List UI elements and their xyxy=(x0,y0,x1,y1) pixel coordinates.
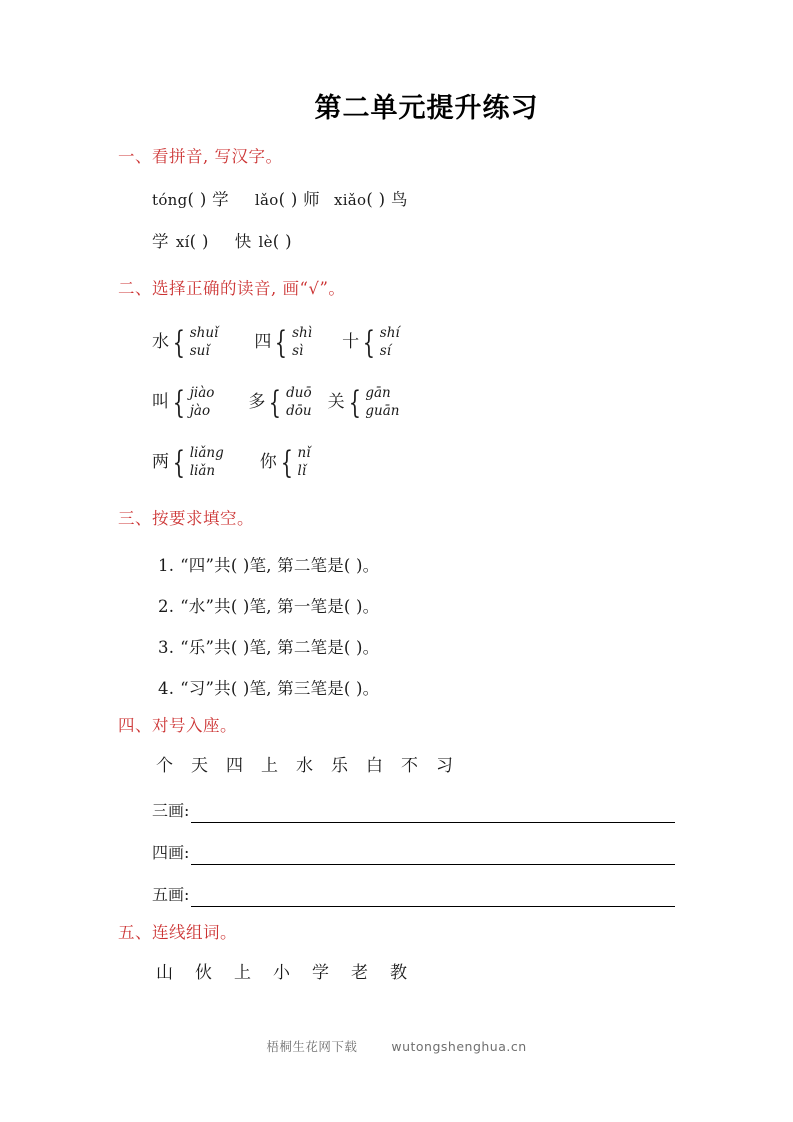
character-item[interactable]: 学 xyxy=(312,963,329,983)
choice-option[interactable]: shí xyxy=(379,325,400,341)
character-item[interactable]: 乐 xyxy=(331,756,348,776)
character-item[interactable]: 四 xyxy=(226,756,243,776)
section-heading-5: 五、连线组词。 xyxy=(118,923,237,942)
item-text: “四”共( )笔, 第二笔是( )。 xyxy=(180,556,380,575)
character-item[interactable]: 老 xyxy=(351,963,368,983)
choice-char: 关 xyxy=(327,392,345,413)
brace-icon: { xyxy=(172,324,185,361)
choice-option[interactable]: jào xyxy=(189,402,211,419)
pinyin-le-tail: ( ) xyxy=(272,232,292,251)
stroke-blank-row-5 xyxy=(152,882,675,907)
character-item[interactable]: 山 xyxy=(156,963,173,983)
fill-item-1 xyxy=(158,552,379,576)
footer-watermark xyxy=(0,1037,793,1055)
fill-item-4 xyxy=(158,675,379,699)
choice-char: 四 xyxy=(254,332,272,353)
pinyin-xiao-tail: ( ) 鸟 xyxy=(366,190,408,209)
stroke-label: 四画: xyxy=(152,843,190,862)
choice-group-ni[interactable] xyxy=(260,445,311,481)
stroke-blank-row-3 xyxy=(152,798,675,823)
choice-option[interactable]: dōu xyxy=(286,402,312,419)
pinyin-xiao: xiǎo xyxy=(333,191,367,209)
watermark-site: wutongshenghua.cn xyxy=(391,1039,527,1054)
pinyin-tong-tail: ( ) 学 xyxy=(187,190,229,209)
brace-icon: { xyxy=(172,384,185,421)
pinyin-xi-tail: ( ) xyxy=(189,232,209,251)
item-text: “乐”共( )笔, 第二笔是( )。 xyxy=(180,638,380,657)
choice-char: 两 xyxy=(152,452,169,473)
brace-icon: { xyxy=(275,324,288,361)
pinyin-fill-row-1 xyxy=(152,186,408,210)
choice-char: 十 xyxy=(342,332,360,353)
choice-group-jiao[interactable] xyxy=(152,385,214,421)
character-item[interactable]: 上 xyxy=(261,756,278,776)
section-heading-4: 四、对号入座。 xyxy=(118,716,237,735)
character-item[interactable]: 上 xyxy=(234,963,251,983)
choice-option[interactable]: lǐ xyxy=(297,462,307,479)
character-bank-section-4 xyxy=(156,751,453,776)
answer-line[interactable] xyxy=(191,863,675,865)
stroke-label: 三画: xyxy=(152,801,190,820)
answer-line[interactable] xyxy=(191,905,675,907)
pinyin-le: lè xyxy=(258,233,273,251)
choice-option[interactable]: nǐ xyxy=(297,445,311,461)
pinyin-tong: tóng xyxy=(152,191,188,209)
brace-icon: { xyxy=(280,444,293,481)
character-item[interactable]: 小 xyxy=(273,963,290,983)
brace-icon: { xyxy=(362,324,376,361)
choice-option[interactable]: sí xyxy=(379,342,392,359)
character-item[interactable]: 水 xyxy=(296,756,313,776)
choice-group-shui[interactable] xyxy=(152,325,218,361)
pinyin-fill-row-2 xyxy=(152,228,292,252)
pinyin-choice-row-1 xyxy=(152,325,400,361)
choice-group-duo[interactable] xyxy=(248,385,311,421)
choice-char: 水 xyxy=(152,332,169,353)
choice-option[interactable]: sì xyxy=(292,342,304,359)
char-xue: 学 xyxy=(152,232,169,251)
character-item[interactable]: 白 xyxy=(366,756,383,776)
choice-char: 多 xyxy=(248,392,266,413)
character-item[interactable]: 不 xyxy=(401,756,418,776)
choice-option[interactable]: gān xyxy=(365,385,391,401)
fill-item-2 xyxy=(158,593,379,617)
pinyin-lao-tail: ( ) 师 xyxy=(278,190,320,209)
item-number: 4. xyxy=(158,679,175,698)
pinyin-xi: xí xyxy=(175,233,190,251)
item-text: “水”共( )笔, 第一笔是( )。 xyxy=(180,597,380,616)
stroke-blank-row-4 xyxy=(152,840,675,865)
choice-char: 你 xyxy=(259,452,277,473)
choice-option[interactable]: jiào xyxy=(189,385,215,401)
watermark-text: 梧桐生花网下载 xyxy=(266,1039,358,1054)
pinyin-lao: lǎo xyxy=(254,191,279,209)
char-kuai: 快 xyxy=(234,232,252,251)
choice-group-shi[interactable] xyxy=(342,325,400,361)
choice-option[interactable]: liǎn xyxy=(189,462,216,479)
character-bank-section-5 xyxy=(156,958,407,983)
stroke-label: 五画: xyxy=(152,885,190,904)
section-heading-2: 二、选择正确的读音, 画“√”。 xyxy=(118,279,346,298)
character-item[interactable]: 习 xyxy=(436,756,453,776)
page-title: 第二单元提升练习 xyxy=(314,93,539,124)
character-item[interactable]: 个 xyxy=(156,756,173,776)
fill-item-3 xyxy=(158,634,379,658)
section-heading-1: 一、看拼音, 写汉字。 xyxy=(118,147,283,166)
item-number: 3. xyxy=(158,638,175,657)
choice-char: 叫 xyxy=(152,392,169,413)
choice-group-liang[interactable] xyxy=(152,445,224,481)
character-item[interactable]: 教 xyxy=(390,963,407,983)
pinyin-choice-row-3 xyxy=(152,445,311,481)
item-number: 2. xyxy=(158,597,175,616)
character-item[interactable]: 天 xyxy=(191,756,208,776)
choice-group-guan[interactable] xyxy=(328,385,400,421)
brace-icon: { xyxy=(269,384,282,421)
choice-option[interactable]: guān xyxy=(365,402,400,419)
brace-icon: { xyxy=(348,384,361,421)
brace-icon: { xyxy=(172,444,185,481)
choice-group-si[interactable] xyxy=(254,325,312,361)
choice-option[interactable]: suǐ xyxy=(189,342,210,359)
choice-option[interactable]: liǎng xyxy=(189,445,224,461)
section-heading-3: 三、按要求填空。 xyxy=(118,509,254,528)
character-item[interactable]: 伙 xyxy=(195,963,212,983)
choice-option[interactable]: duō xyxy=(286,385,312,401)
choice-option[interactable]: shì xyxy=(292,325,313,341)
pinyin-choice-row-2 xyxy=(152,385,399,421)
choice-option[interactable]: shuǐ xyxy=(189,325,219,341)
item-number: 1. xyxy=(158,556,175,575)
item-text: “习”共( )笔, 第三笔是( )。 xyxy=(180,679,380,698)
answer-line[interactable] xyxy=(191,821,675,823)
